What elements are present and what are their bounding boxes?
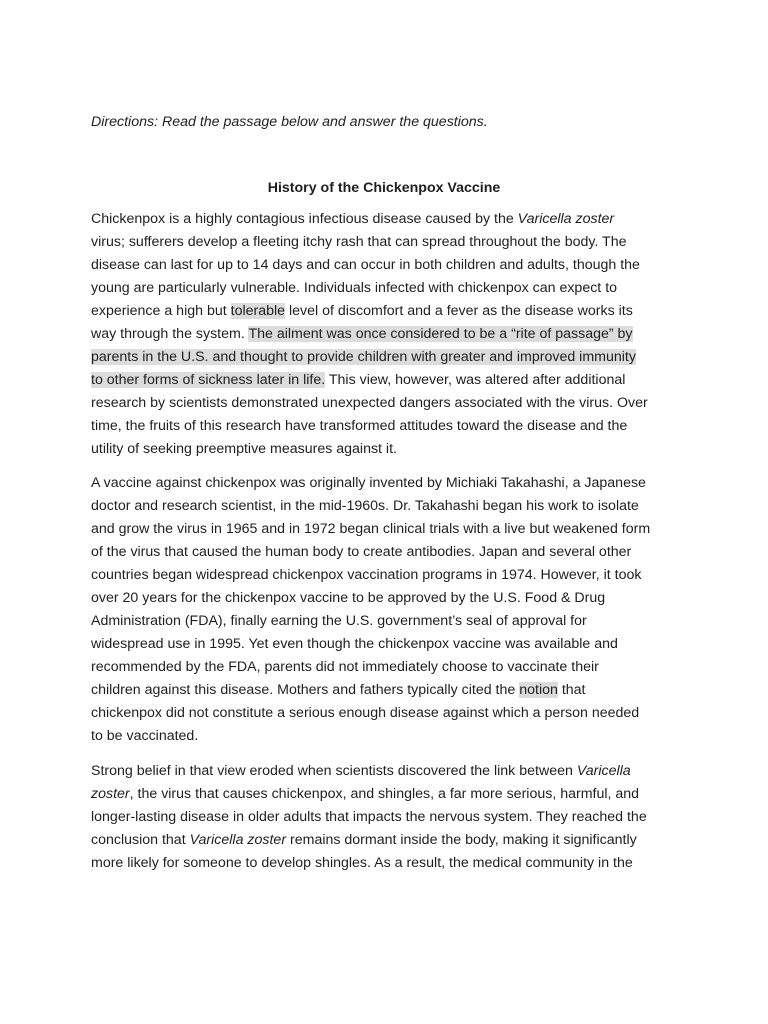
text-run: conclusion that xyxy=(91,832,190,848)
text-run: children against this disease. Mothers and fathers typically cited the xyxy=(91,682,520,698)
paragraph-line xyxy=(91,346,691,369)
text-run: Chickenpox is a highly contagious infectious disease caused by the xyxy=(91,211,518,227)
highlighted-word: notion xyxy=(519,682,558,698)
paragraph-line xyxy=(91,829,691,852)
paragraph-line: time, the fruits of this research have transformed attitudes toward the disease and the xyxy=(91,418,628,434)
paragraph-2 xyxy=(91,472,691,748)
text-run: that xyxy=(557,682,586,698)
paragraph-line: to be vaccinated. xyxy=(91,728,199,744)
paragraph-line xyxy=(91,208,691,231)
paragraph-line: doctor and research scientist, in the mid-1960s. Dr. Takahashi began his work to isolate xyxy=(91,498,639,514)
paragraph-line: utility of seeking preemptive measures against it. xyxy=(91,441,397,457)
highlighted-sentence: The ailment was once considered to be a “rite of passage” by xyxy=(248,326,633,342)
paragraph-line: countries began widespread chickenpox vaccination programs in 1974. However, it took xyxy=(91,567,642,583)
italic-term: Varicella zoster xyxy=(517,211,615,227)
paragraph-line: longer-lasting disease in older adults that impacts the nervous system. They reached the xyxy=(91,809,647,825)
paragraph-line: recommended by the FDA, parents did not immediately choose to vaccinate their xyxy=(91,659,599,675)
italic-term: Varicella xyxy=(576,763,631,779)
text-run: , the virus that causes chickenpox, and shingles, a far more serious, harmful, and xyxy=(129,786,640,802)
paragraph-line: chickenpox did not constitute a serious enough disease against which a person needed xyxy=(91,705,640,721)
paragraph-line xyxy=(91,369,691,392)
paragraph-3 xyxy=(91,760,691,875)
paragraph-line: over 20 years for the chickenpox vaccine to be approved by the U.S. Food & Drug xyxy=(91,590,606,606)
paragraph-line: Administration (FDA), finally earning the U.S. government’s seal of approval for xyxy=(91,613,587,629)
paragraph-line xyxy=(91,300,691,323)
paragraph-line xyxy=(91,323,691,346)
paragraph-line: virus; sufferers develop a fleeting itchy rash that can spread throughout the body. The xyxy=(91,234,627,250)
passage-title: History of the Chickenpox Vaccine xyxy=(267,180,501,196)
paragraph-line: research by scientists demonstrated unexpected dangers associated with the virus. Over xyxy=(91,395,648,411)
highlighted-sentence: to other forms of sickness later in life. xyxy=(91,372,326,388)
text-run: remains dormant inside the body, making it significantly xyxy=(286,832,637,848)
highlighted-sentence: parents in the U.S. and thought to provide children with greater and improved immunity xyxy=(91,349,636,365)
highlighted-word: tolerable xyxy=(230,303,286,319)
paragraph-line: disease can last for up to 14 days and can occur in both children and adults, though the xyxy=(91,257,640,273)
paragraph-line: of the virus that caused the human body to create antibodies. Japan and several other xyxy=(91,544,632,560)
paragraph-line: A vaccine against chickenpox was originally invented by Michiaki Takahashi, a Japanese xyxy=(91,475,646,491)
paragraph-line xyxy=(91,679,691,702)
paragraph-line: widespread use in 1995. Yet even though the chickenpox vaccine was available and xyxy=(91,636,618,652)
paragraph-1 xyxy=(91,208,691,461)
text-run: way through the system. xyxy=(91,326,249,342)
text-run: Strong belief in that view eroded when scientists discovered the link between xyxy=(91,763,577,779)
text-run: This view, however, was altered after additional xyxy=(325,372,626,388)
paragraph-line xyxy=(91,760,691,783)
paragraph-line: young are particularly vulnerable. Individuals infected with chickenpox can expect to xyxy=(91,280,618,296)
paragraph-line: and grow the virus in 1965 and in 1972 began clinical trials with a live but weakened form xyxy=(91,521,651,537)
italic-term: Varicella zoster xyxy=(189,832,287,848)
directions-text: Directions: Read the passage below and answer the questions. xyxy=(91,114,488,130)
italic-term: zoster xyxy=(91,786,130,802)
paragraph-line xyxy=(91,783,691,806)
paragraph-line: more likely for someone to develop shingles. As a result, the medical community in the xyxy=(91,855,633,871)
text-run: experience a high but xyxy=(91,303,231,319)
text-run: level of discomfort and a fever as the disease works its xyxy=(285,303,633,319)
